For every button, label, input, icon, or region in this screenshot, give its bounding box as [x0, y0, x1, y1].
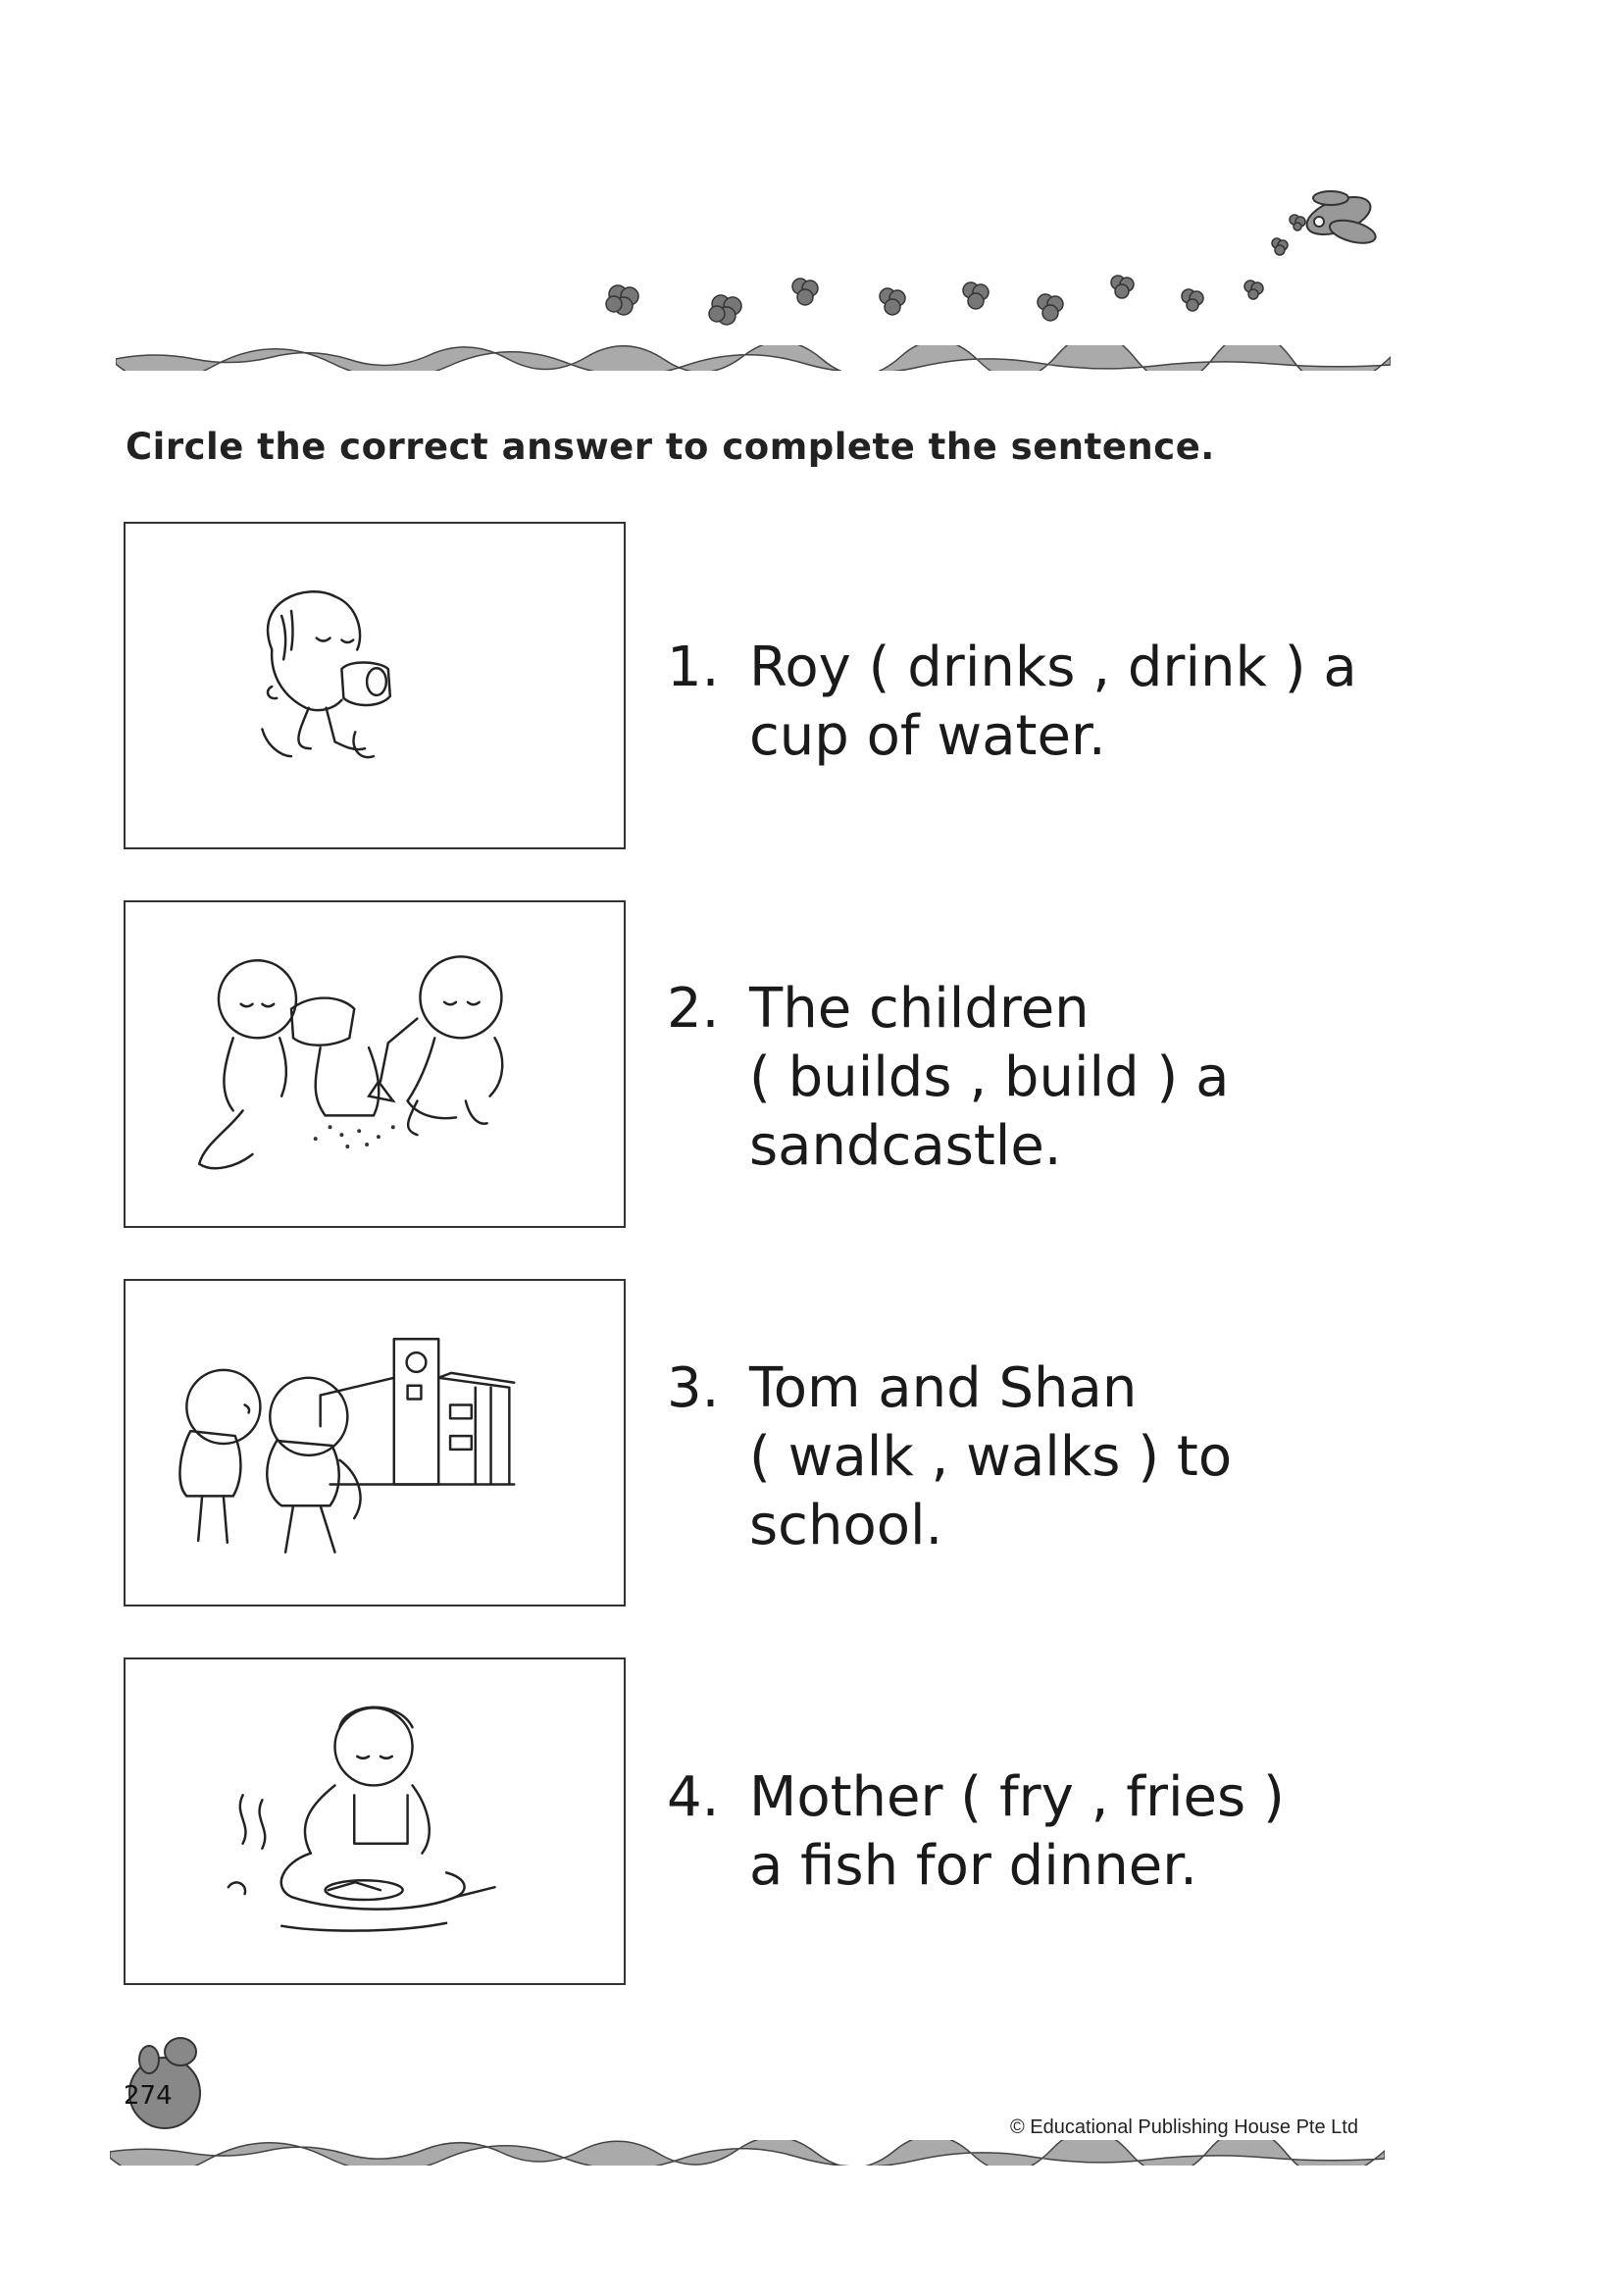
illustration-walk-to-school	[124, 1279, 626, 1606]
illustration-boy-drinking	[124, 522, 626, 849]
question-text: ( walk , walks ) to	[749, 1425, 1233, 1489]
question-4	[667, 1763, 1412, 1901]
question-3	[667, 1354, 1412, 1560]
flower-icon	[1038, 294, 1063, 321]
question-number: 3.	[667, 1356, 720, 1420]
flower-icon	[963, 282, 989, 309]
flower-icon	[1244, 280, 1263, 299]
question-text: The children	[749, 977, 1090, 1041]
flower-icon	[1111, 276, 1134, 298]
question-text: cup of water.	[749, 704, 1106, 768]
question-text: sandcastle.	[749, 1114, 1062, 1178]
flower-icon	[792, 279, 818, 305]
copyright-text: © Educational Publishing House Pte Ltd	[1010, 2116, 1358, 2138]
flower-icon	[1182, 289, 1203, 311]
illustration-mother-frying-fish	[124, 1657, 626, 1985]
illustration-children-sandcastle	[124, 900, 626, 1228]
header-decoration	[108, 177, 1383, 373]
flower-icon	[1290, 215, 1305, 230]
question-text: Roy ( drinks , drink ) a	[749, 636, 1357, 699]
instruction-text: Circle the correct answer to complete the sentence.	[126, 426, 1215, 468]
question-text: Tom and Shan	[749, 1356, 1138, 1420]
airplane-icon	[1302, 189, 1378, 247]
question-number: 2.	[667, 977, 720, 1041]
question-text: Mother ( fry , fries )	[749, 1765, 1285, 1829]
flower-icon	[606, 285, 638, 315]
question-text: a fish for dinner.	[749, 1834, 1197, 1898]
question-2	[667, 975, 1412, 1181]
question-text: ( builds , build ) a	[749, 1045, 1230, 1109]
question-number: 1.	[667, 636, 720, 699]
flower-icon	[709, 295, 741, 325]
question-text: school.	[749, 1494, 943, 1557]
top-divider	[116, 345, 1391, 371]
question-1	[667, 634, 1412, 771]
flower-icon	[1272, 238, 1288, 255]
flower-icon	[880, 288, 905, 315]
bottom-divider	[110, 2140, 1385, 2166]
page-number: 274	[124, 2081, 173, 2111]
question-number: 4.	[667, 1765, 720, 1829]
